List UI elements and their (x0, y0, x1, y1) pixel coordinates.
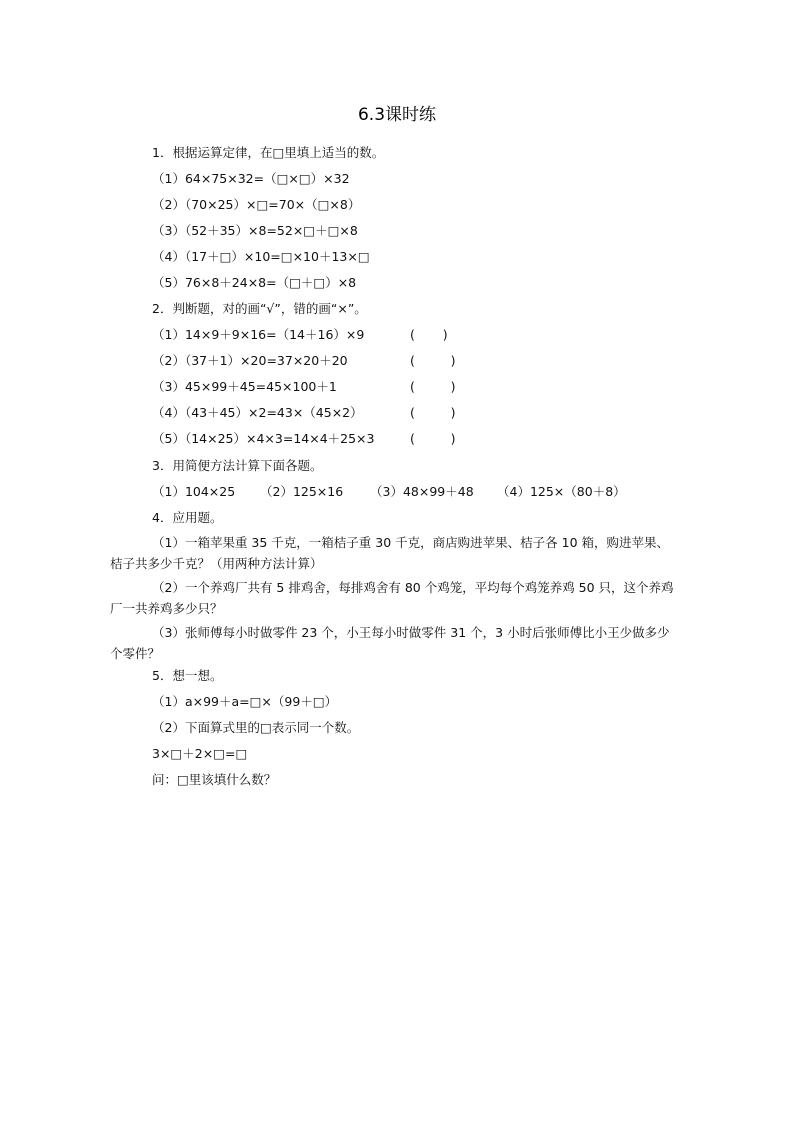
q2-answer-blank-1: ( ) (410, 327, 448, 342)
q3-item-1: （1）104×25 (152, 484, 236, 499)
page-title: 6.3课时练 (357, 105, 437, 125)
q3-item-4: （4）125×（80＋8） (497, 484, 626, 499)
q1-item-5: （5）76×8＋24×8=（□＋□）×8 (152, 275, 357, 290)
q4-item-3: （3）张师傅每小时做零件 23 个，小王每小时做零件 31 个，3 小时后张师傅比小王少做多少个零件？ (110, 625, 670, 661)
q2-heading: 2．判断题，对的画“√”，错的画“×”。 (152, 301, 367, 316)
q1-item-4: （4）（17＋□）×10=□×10＋13×□ (152, 249, 370, 264)
q2-answer-blank-2: ( ) (410, 353, 456, 368)
q2-item-1: （1）14×9＋9×16=（14＋16）×9 (152, 327, 365, 342)
q5-item-1: （1）a×99＋a=□×（99＋□） (152, 694, 338, 709)
q1-item-3: （3）（52＋35）×8=52×□＋□×8 (152, 223, 358, 238)
q5-equation: 3×□＋2×□=□ (152, 746, 248, 761)
q1-item-2: （2）（70×25）×□=70×（□×8） (152, 197, 361, 212)
q1-heading: 1．根据运算定律，在□里填上适当的数。 (152, 145, 385, 160)
q5-question: 问：□里该填什么数？ (152, 772, 277, 787)
q2-answer-blank-4: ( ) (410, 405, 456, 420)
q2-answer-blank-3: ( ) (410, 379, 456, 394)
q4-item-2: （2）一个养鸡厂共有 5 排鸡舍，每排鸡舍有 80 个鸡笼，平均每个鸡笼养鸡 50 只，这个养鸡厂一共养鸡多少只？ (110, 580, 674, 616)
q1-item-1: （1）64×75×32=（□×□）×32 (152, 171, 350, 186)
q2-item-4: （4）（43＋45）×2=43×（45×2） (152, 405, 363, 420)
q5-heading: 5．想一想。 (152, 668, 223, 683)
q2-answer-blank-5: ( ) (410, 431, 456, 446)
q2-item-3: （3）45×99＋45=45×100＋1 (152, 379, 337, 394)
q2-item-2: （2）（37＋1）×20=37×20＋20 (152, 353, 348, 368)
q3-item-3: （3）48×99＋48 (370, 484, 474, 499)
q3-item-2: （2）125×16 (260, 484, 344, 499)
q2-item-5: （5）（14×25）×4×3=14×4＋25×3 (152, 431, 375, 446)
q4-item-1: （1）一箱苹果重 35 千克，一箱桔子重 30 千克，商店购进苹果、桔子各 10 箱，购进苹果、桔子共多少千克？（用两种方法计算） (110, 535, 670, 571)
q4-heading: 4．应用题。 (152, 510, 223, 525)
q3-heading: 3．用简便方法计算下面各题。 (152, 458, 323, 473)
q5-item-2: （2）下面算式里的□表示同一个数。 (152, 720, 360, 735)
